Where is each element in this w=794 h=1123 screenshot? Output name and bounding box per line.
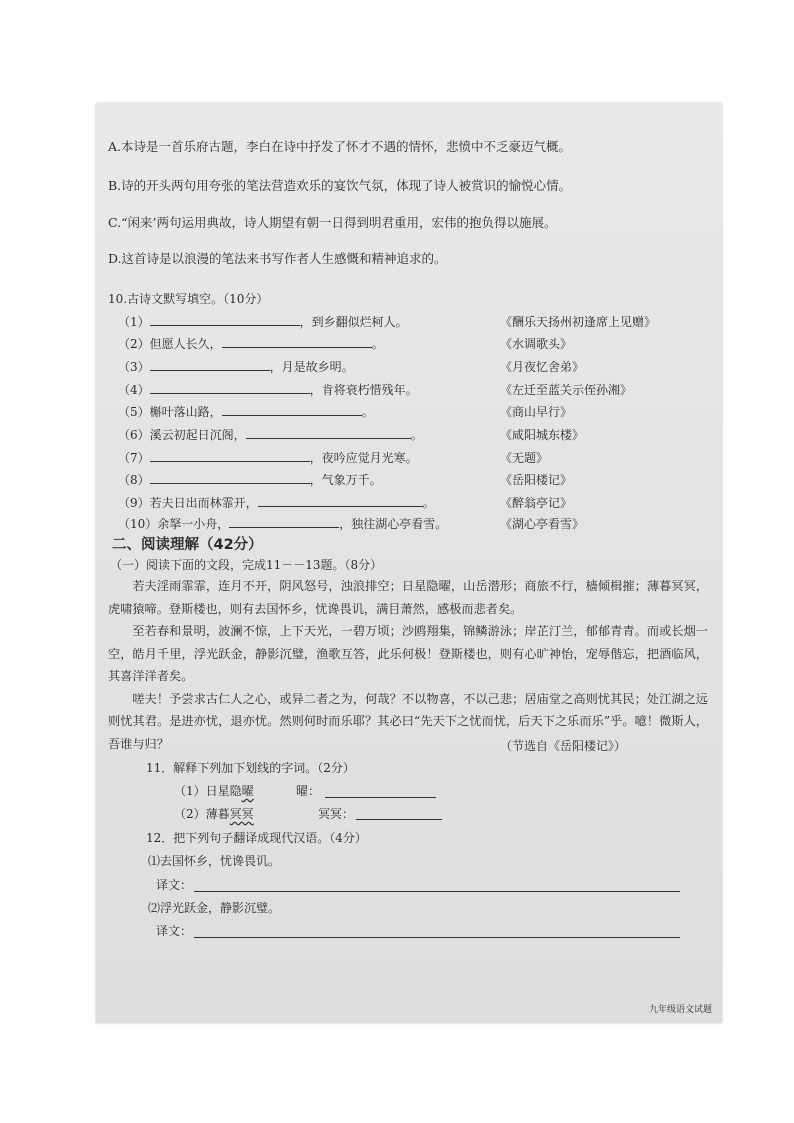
q10-answer-blank[interactable] <box>258 494 423 507</box>
q10-item-pre: 溪云初起日沉阁， <box>149 428 246 442</box>
passage-paragraph-3: 嗟夫！予尝求古仁人之心，或异二者之为，何哉？不以物喜，不以己悲；居庙堂之高则忧其民；处江湖之远则忧其君。是进亦忧，退亦忧。然则何时而乐耶？其必曰“先天下之忧而忧，后天下之乐而乐”乎。噫！微斯人，吾谁与归？ <box>108 691 708 751</box>
q10-answer-blank[interactable] <box>150 381 310 394</box>
q10-item-post: 。 <box>361 405 374 419</box>
q10-answer-blank[interactable] <box>150 471 310 484</box>
passage-paragraph-1: 若夫淫雨霏霏，连月不开，阴风怒号，浊浪排空；日星隐曜，山岳潜形；商旅不行，樯倾楫摧；薄暮冥冥，虎啸猿啼。登斯楼也，则有去国怀乡，忧谗畏讥，满目萧然，感极而悲者矣。 <box>108 579 708 616</box>
option-d: D.这首诗是以浪漫的笔法来书写作者人生感慨和精神追求的。 <box>108 251 447 266</box>
q11-item2-answer-line[interactable] <box>356 819 442 820</box>
option-a: A.本诗是一首乐府古题，李白在诗中抒发了怀才不遇的情怀，悲愤中不乏豪迈气概。 <box>108 139 572 154</box>
q10-answer-blank[interactable] <box>229 515 339 528</box>
passage-source: （节选自《岳阳楼记》） <box>500 739 627 753</box>
q11-title: 11．解释下列加下划线的字词。（2分） <box>146 761 355 775</box>
q11-item1-num: （1） <box>174 784 206 798</box>
q10-answer-blank[interactable] <box>150 358 270 371</box>
q11-item2-num: （2） <box>174 807 206 821</box>
q10-item-post: ，到乡翻似烂柯人。 <box>299 315 408 329</box>
q10-item-number: （7） <box>118 451 150 465</box>
q11-item1-mark: 曜 <box>241 784 254 798</box>
q10-item-number: （9） <box>118 496 150 510</box>
option-b: B.诗的开头两句用夸张的笔法营造欢乐的宴饮气氛，体现了诗人被赏识的愉悦心情。 <box>108 178 572 193</box>
q10-item-post: ，肯将衰朽惜残年。 <box>309 383 418 397</box>
q10-item-source: 《月夜忆舍弟》 <box>500 360 585 374</box>
q10-answer-blank[interactable] <box>246 426 411 439</box>
q10-answer-blank[interactable] <box>222 335 372 348</box>
q11-item2-text: 薄暮 <box>205 807 230 821</box>
q10-item-source: 《醉翁亭记》 <box>500 496 573 510</box>
q10-answer-blank[interactable] <box>222 403 362 416</box>
q10-item <box>118 403 374 420</box>
q10-item-post: 。 <box>371 337 384 351</box>
q12-answer-line-2[interactable] <box>194 937 680 938</box>
part1-intro: （一）阅读下面的文段，完成11－－13题。（8分） <box>110 558 383 572</box>
q10-item-number: （1） <box>118 315 150 329</box>
q10-answer-blank[interactable] <box>150 313 300 326</box>
q11-item2-mark: 冥冥 <box>229 807 254 821</box>
q10-item-post: ，气象万千。 <box>309 473 382 487</box>
q10-item-post: ，夜吟应觉月光寒。 <box>309 451 418 465</box>
q10-item-source: 《咸阳城东楼》 <box>500 428 585 442</box>
q10-item-pre: 余拏一小舟， <box>157 517 230 531</box>
passage <box>108 575 708 755</box>
q10-item-pre: 槲叶落山路， <box>149 405 222 419</box>
q10-item-post: ，独往湖心亭看雪。 <box>339 517 448 531</box>
q10-item-source: 《水调歌头》 <box>500 337 573 351</box>
q10-item-pre: 若夫日出而林霏开， <box>149 496 258 510</box>
q12-answer-line-1[interactable] <box>194 891 680 892</box>
q10-item-post: 。 <box>422 496 435 510</box>
q10-item <box>118 494 435 511</box>
q10-item-source: 《商山早行》 <box>500 405 573 419</box>
q10-item-post: ，月是故乡明。 <box>269 360 354 374</box>
q10-item-source: 《岳阳楼记》 <box>500 473 573 487</box>
q10-item <box>118 335 384 352</box>
exam-page <box>96 103 722 1023</box>
q10-item-number: （6） <box>118 428 150 442</box>
q11-item-1 <box>174 782 254 799</box>
q12-label-1: 译文： <box>156 878 193 892</box>
q10-answer-blank[interactable] <box>150 449 310 462</box>
q10-item-pre: 但愿人长久， <box>149 337 222 351</box>
q12-sentence-2: ⑵浮光跃金，静影沉璧。 <box>148 901 281 915</box>
q10-item <box>118 471 382 488</box>
q10-item-number: （10） <box>118 517 158 531</box>
q10-item-source: 《湖心亭看雪》 <box>500 517 585 531</box>
q12-title: 12．把下列句子翻译成现代汉语。（4分） <box>146 831 367 845</box>
q11-item2-label: 冥冥： <box>318 807 355 821</box>
option-c: C.“闲来’两句运用典故，诗人期望有朝一日得到明君重用，宏伟的抱负得以施展。 <box>108 215 557 230</box>
q10-item-number: （2） <box>118 337 150 351</box>
q12-sentence-1: ⑴去国怀乡，忧谗畏讥。 <box>148 854 281 868</box>
q10-item <box>118 313 408 330</box>
q10-title: 10.古诗文默写填空。（10分） <box>108 292 269 306</box>
q10-item-number: （4） <box>118 383 150 397</box>
q10-item-source: 《左迁至蓝关示侄孙湘》 <box>500 383 633 397</box>
passage-paragraph-2: 至若春和景明，波澜不惊，上下天光，一碧万顷；沙鸥翔集，锦鳞游泳；岸芷汀兰，郁郁青青。而或长烟一空，皓月千里，浮光跃金，静影沉璧，渔歌互答，此乐何极！登斯楼也，则有心旷神怡，宠辱偕忘，把酒临风，其喜洋洋者矣。 <box>108 624 708 683</box>
q10-item-source: 《酬乐天扬州初逢席上见赠》 <box>500 315 657 329</box>
q11-item-2 <box>174 805 254 822</box>
q10-item <box>118 515 447 532</box>
q10-item-post: 。 <box>410 428 423 442</box>
q10-item <box>118 358 354 375</box>
q11-item1-text: 日星隐 <box>205 784 242 798</box>
q11-item1-answer-line[interactable] <box>325 797 436 798</box>
q10-item-source: 《无题》 <box>500 451 549 465</box>
q12-label-2: 译文： <box>156 924 193 938</box>
q10-item-number: （8） <box>118 473 150 487</box>
page-footer: 九年级语文试题 <box>648 1005 712 1015</box>
q10-item <box>118 426 423 443</box>
section-heading: 二、阅读理解（42分） <box>112 537 263 553</box>
q10-item <box>118 449 418 466</box>
q10-item <box>118 381 418 398</box>
q10-item-number: （5） <box>118 405 150 419</box>
q10-item-number: （3） <box>118 360 150 374</box>
q11-item1-label: 曜： <box>296 784 321 798</box>
